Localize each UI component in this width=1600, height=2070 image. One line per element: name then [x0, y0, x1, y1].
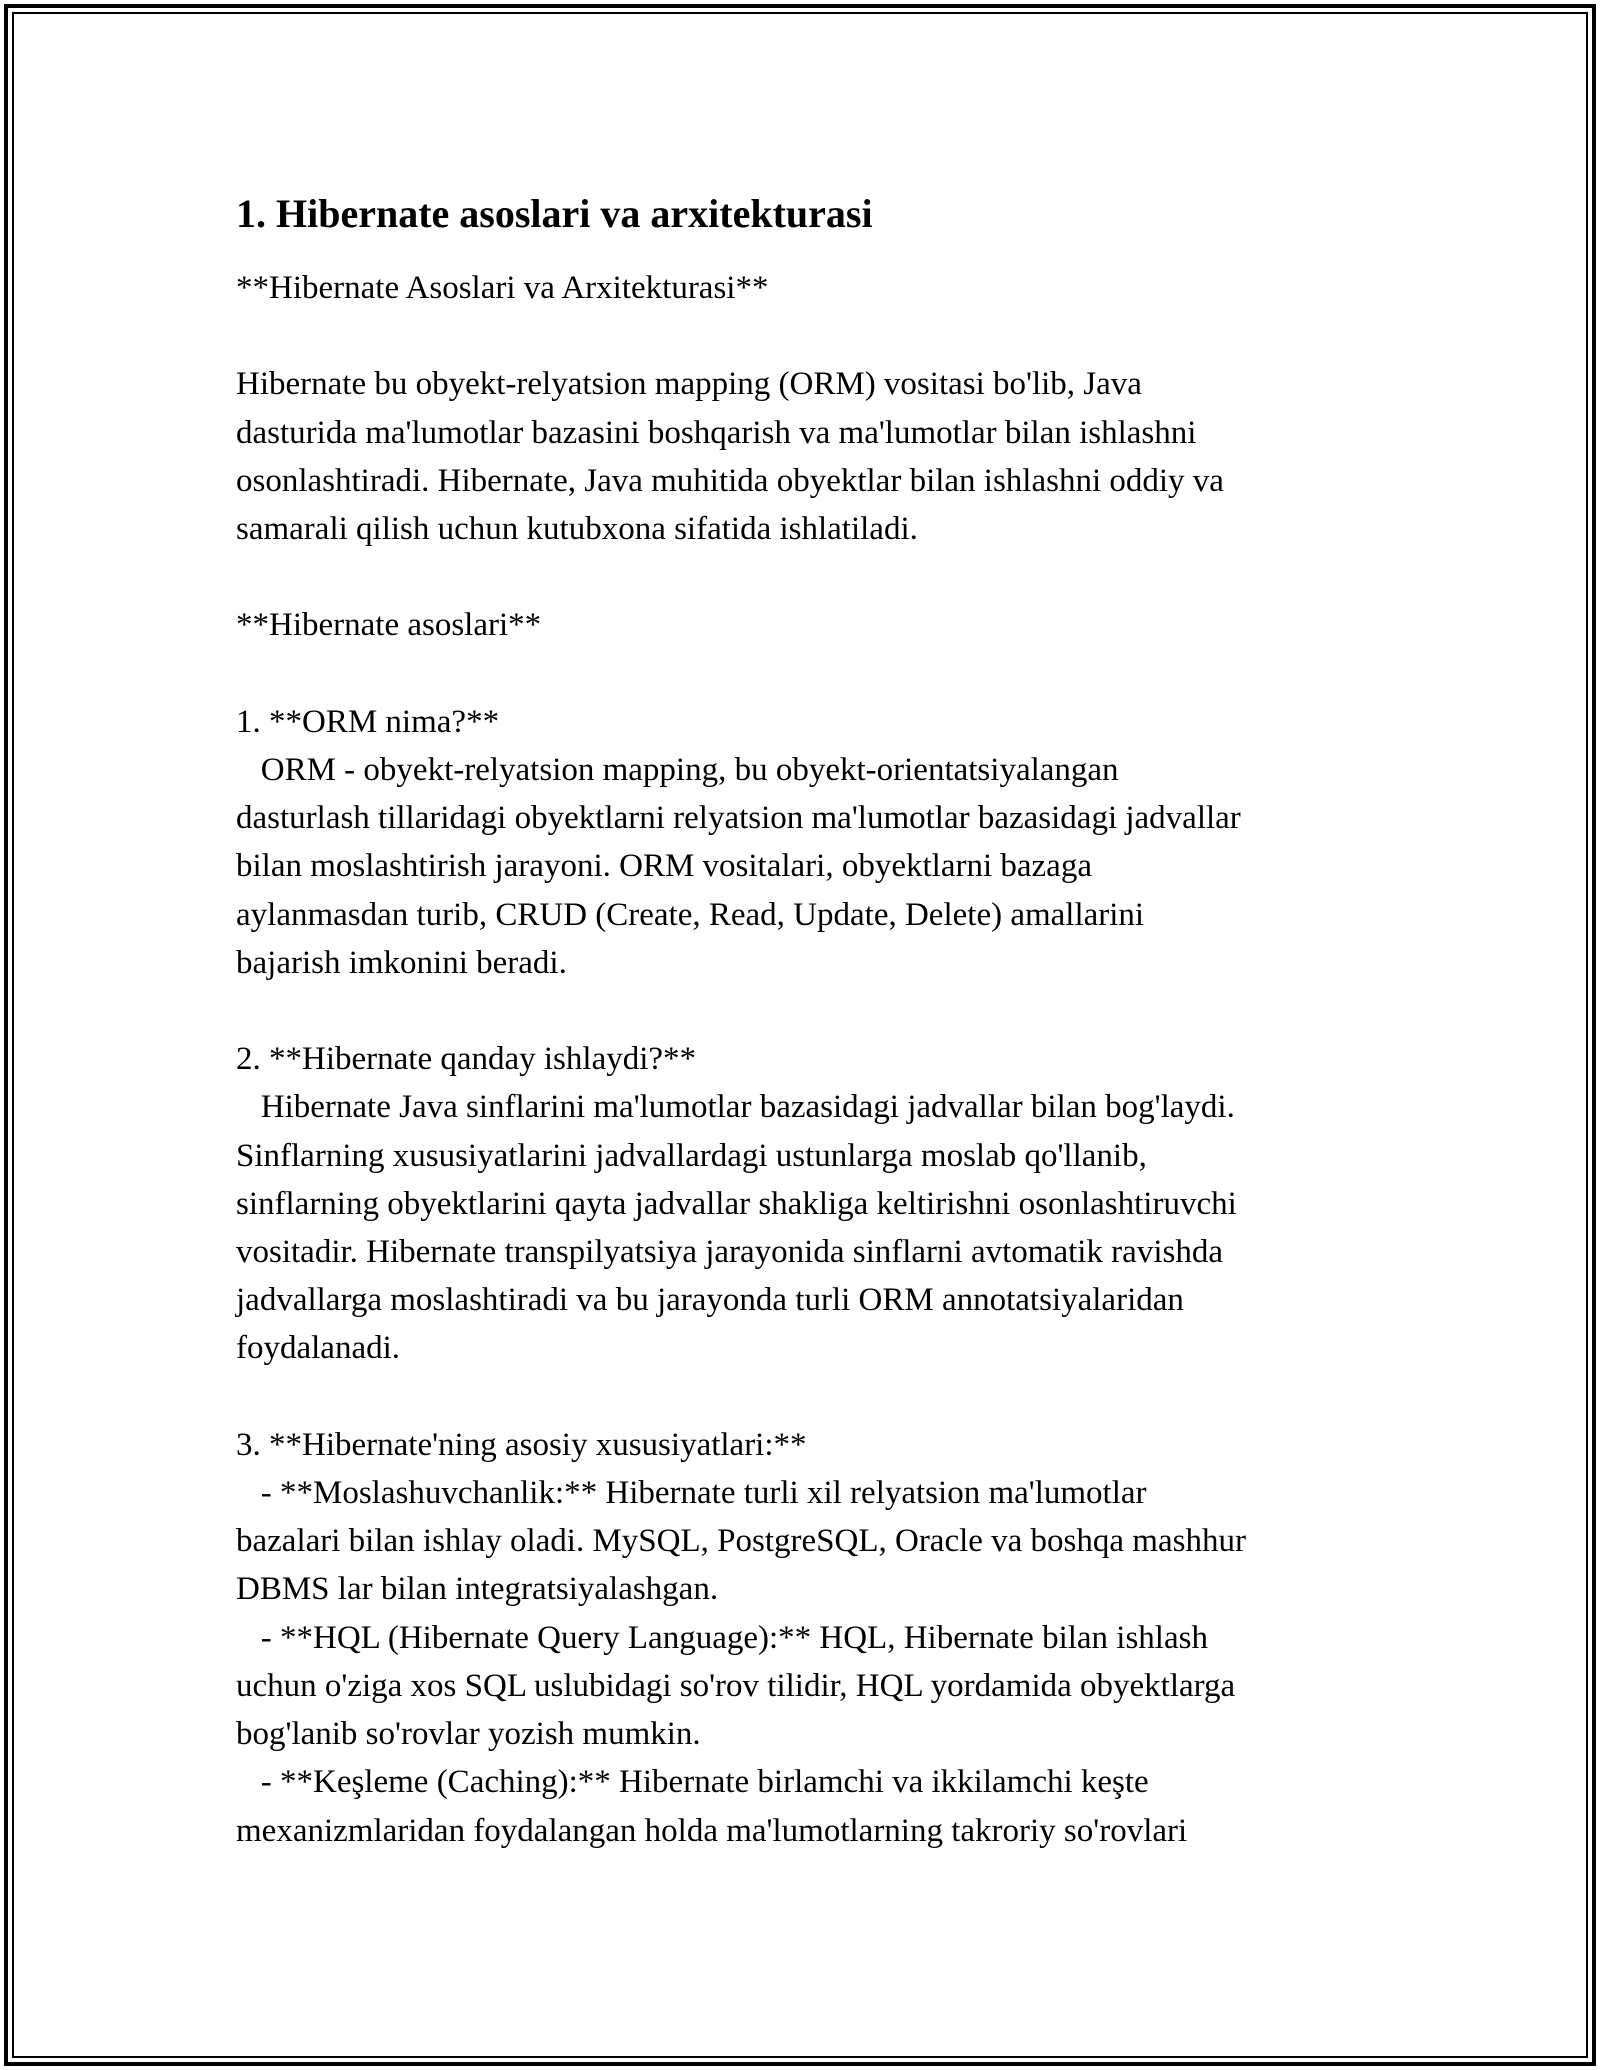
document-content: [236, 186, 1416, 1855]
body-text: **Hibernate Asoslari va Arxitekturasi** Hibernate bu obyekt-relyatsion mapping (ORM) vositasi bo'lib, Java dasturida ma'lumotlar bazasini boshqarish va ma'lumotlar bilan ishlashni osonlashtiradi. Hibernate, Java muhitida obyektlar bilan ishlashni oddiy va samarali qilish uchun kutubxona sifatida ishlatiladi. **Hibernate asoslari** 1. **ORM nima?** ORM - obyekt-relyatsion mapping, bu obyekt-orientatsiyalangan dasturlash tillaridagi obyektlarni relyatsion ma'lumotlar bazasidagi jadvallar bilan moslashtirish jarayoni. ORM vositalari, obyektlarni bazaga aylanmasdan turib, CRUD (Create, Read, Update, Delete) amallarini bajarish imkonini beradi. 2. **Hibernate qanday ishlaydi?** Hibernate Java sinflarini ma'lumotlar bazasidagi jadvallar bilan bog'laydi. Sinflarning xususiyatlarini jadvallardagi ustunlarga moslab qo'llanib, sinflarning obyektlarini qayta jadvallar shakliga keltirishni osonlashtiruvchi vositadir. Hibernate transpilyatsiya jarayonida sinflarni avtomatik ravishda jadvallarga moslashtiradi va bu jarayonda turli ORM annotatsiyalaridan foydalanadi. 3. **Hibernate'ning asosiy xususiyatlari:** - **Moslashuvchanlik:** Hibernate turli xil relyatsion ma'lumotlar bazalari bilan ishlay oladi. MySQL, PostgreSQL, Oracle va boshqa mashhur DBMS lar bilan integratsiyalashgan. - **HQL (Hibernate Query Language):** HQL, Hibernate bilan ishlash uchun o'ziga xos SQL uslubidagi so'rov tilidir, HQL yordamida obyektlarga bog'lanib so'rovlar yozish mumkin. - **Keşleme (Caching):** Hibernate birlamchi va ikkilamchi keşte mexanizmlaridan foydalangan holda ma'lumotlarning takroriy so'rovlari: [236, 270, 1246, 1849]
section-heading: 1. Hibernate asoslari va arxitekturasi: [236, 191, 873, 236]
